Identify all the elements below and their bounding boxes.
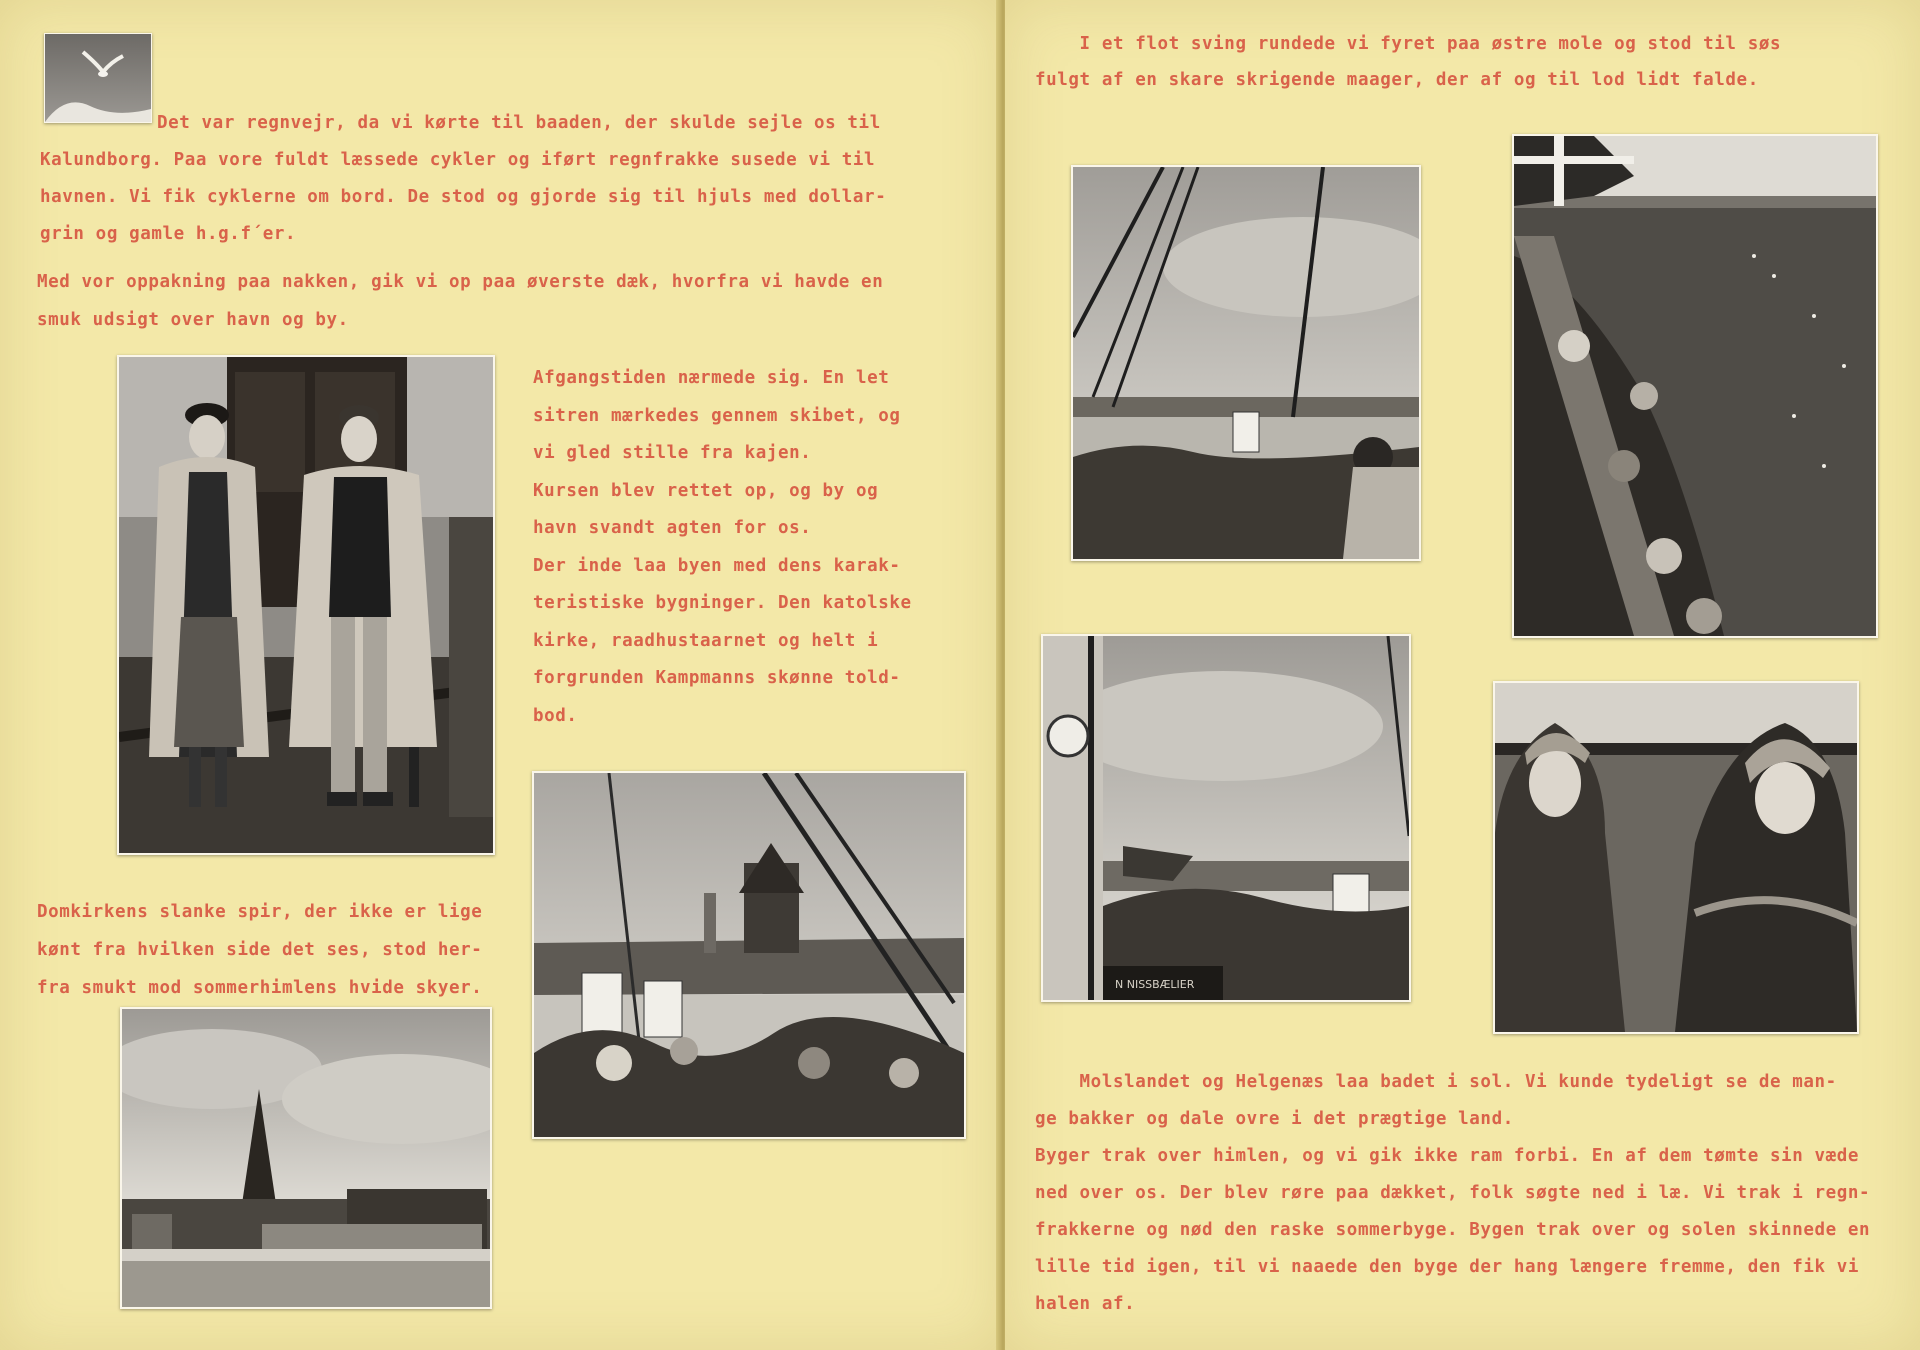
rain-shower-paragraph-line: Molslandet og Helgenæs laa badet i sol. Vi kunde tydeligt se de man- — [1035, 1072, 1837, 1092]
rain-shower-paragraph-line: halen af. — [1035, 1294, 1136, 1314]
women-in-rain-gear-photo — [1493, 681, 1859, 1034]
cathedral-paragraph-line: Domkirkens slanke spir, der ikke er lige — [37, 902, 483, 922]
cathedral-paragraph-line: kønt fra hvilken side det ses, stod her- — [37, 940, 483, 960]
departure-paragraph — [533, 360, 912, 735]
departure-paragraph-line: kirke, raadhustaarnet og helt i — [533, 630, 879, 651]
deck-paragraph-line: smuk udsigt over havn og by. — [37, 310, 349, 330]
intro-paragraph-line: Kalundborg. Paa vore fuldt læssede cykler og iført regnfrakke susede vi til — [40, 150, 876, 170]
ship-name-text: N NISSBÆLIER — [1115, 978, 1195, 991]
cathedral-paragraph-line: fra smukt mod sommerhimlens hvide skyer. — [37, 978, 483, 998]
departure-paragraph-line: forgrunden Kampmanns skønne told- — [533, 668, 901, 688]
lighthouse-paragraph — [1035, 26, 1781, 98]
deck-flag-seagulls-photo — [1041, 634, 1411, 1002]
cathedral-paragraph — [37, 893, 482, 1007]
intro-paragraph-line: grin og gamle h.g.f´er. — [40, 224, 297, 244]
rain-shower-paragraph-line: Byger trak over himlen, og vi gik ikke ram forbi. En af dem tømte sin væde — [1035, 1146, 1860, 1166]
rain-shower-paragraph — [1035, 1064, 1870, 1323]
departure-paragraph-line: sitren mærkedes gennem skibet, og — [533, 405, 901, 426]
two-women-on-deck-photo — [117, 355, 495, 855]
rain-shower-paragraph-line: ge bakker og dale ovre i det prægtige land. — [1035, 1109, 1514, 1129]
deck-paragraph-line: Med vor oppakning paa nakken, gik vi op paa øverste dæk, hvorfra vi havde en — [37, 272, 884, 292]
departure-paragraph-line: bod. — [533, 705, 578, 726]
departure-paragraph-line: Kursen blev rettet op, og by og — [533, 480, 879, 501]
album-page-right — [1005, 0, 1920, 1350]
departure-paragraph-line: Afgangstiden nærmede sig. En let — [533, 368, 890, 388]
stern-flag-seagulls-photo — [1512, 134, 1878, 638]
rain-shower-paragraph-line: frakkerne og nød den raske sommerbyge. Bygen trak over og solen skinnede en — [1035, 1220, 1871, 1240]
intro-paragraph-line: havnen. Vi fik cyklerne om bord. De stod og gjorde sig til hjuls med dollar- — [40, 187, 887, 207]
rain-shower-paragraph-line: lille tid igen, til vi naaede den byge der hang længere fremme, den fik vi — [1035, 1257, 1860, 1277]
departure-paragraph-line: havn svandt agten for os. — [533, 518, 812, 538]
lighthouse-paragraph-line: I et flot sving rundede vi fyret paa østre mole og stod til søs — [1035, 34, 1782, 54]
deck-paragraph — [37, 263, 883, 339]
departure-paragraph-line: Der inde laa byen med dens karak- — [533, 555, 901, 576]
intro-paragraph — [40, 105, 886, 253]
cathedral-skyline-photo — [120, 1007, 492, 1309]
lighthouse-paragraph-line: fulgt af en skare skrigende maager, der af og til lod lidt falde. — [1035, 70, 1759, 90]
intro-paragraph-line: Det var regnvejr, da vi kørte til baaden, der skulde sejle os til — [157, 113, 881, 133]
rain-shower-paragraph-line: ned over os. Der blev røre paa dækket, folk søgte ned i læ. Vi trak i regn- — [1035, 1183, 1871, 1203]
departure-paragraph-line: teristiske bygninger. Den katolske — [533, 593, 912, 613]
harbour-departure-photo — [532, 771, 966, 1139]
seagull-thumbnail-photo — [44, 33, 152, 123]
departure-paragraph-line: vi gled stille fra kajen. — [533, 443, 812, 463]
rigging-and-passengers-photo — [1071, 165, 1421, 561]
